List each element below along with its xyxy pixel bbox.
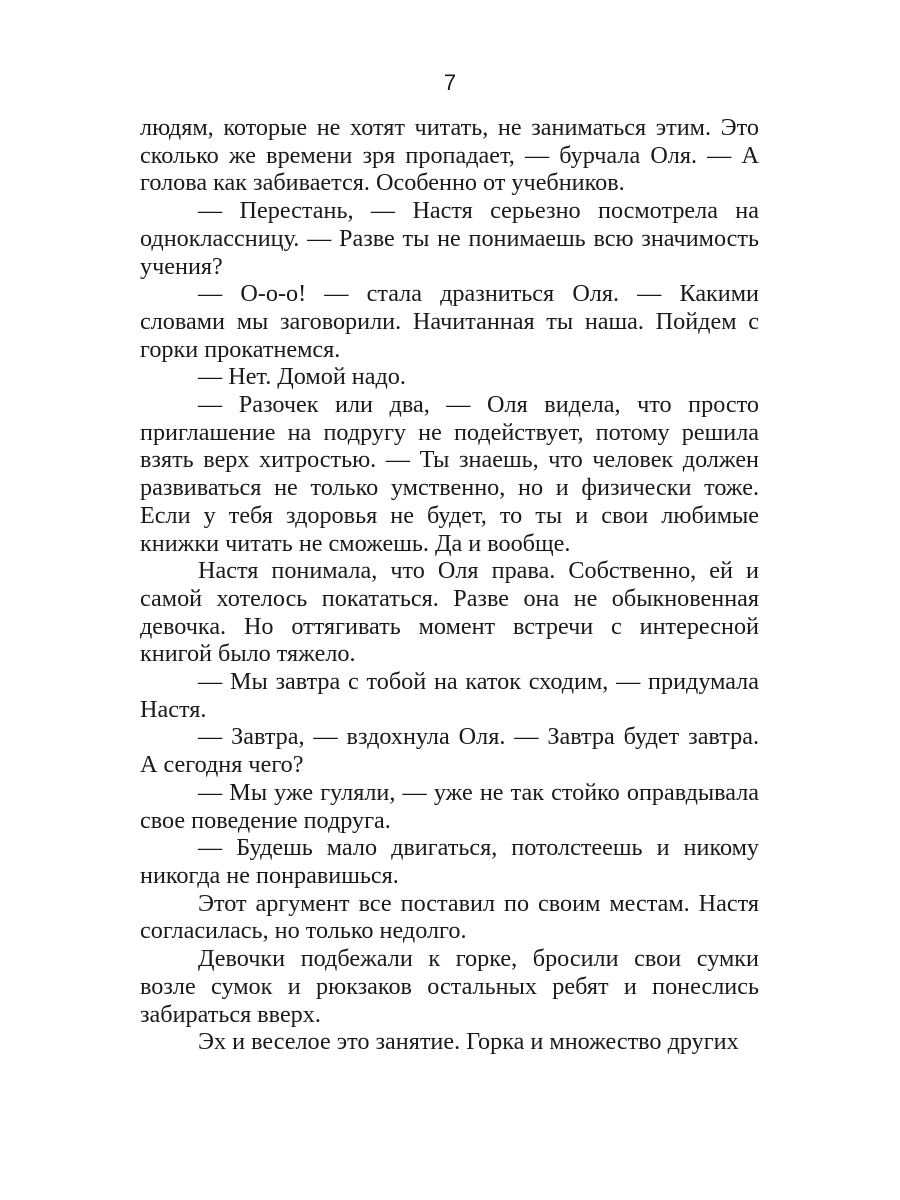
paragraph: — Завтра, — вздохнула Оля. — Завтра будет завтра. А сегодня чего? xyxy=(140,723,759,779)
paragraph: — Нет. Домой надо. xyxy=(198,363,406,391)
page-number: 7 xyxy=(443,70,457,95)
paragraph: — Перестань, — Настя серьезно посмотрела на одноклассницу. — Разве ты не понимаешь всю значимость учения? xyxy=(140,197,759,280)
paragraph: — Мы завтра с тобой на каток сходим, — придумала Настя. xyxy=(140,668,759,723)
paragraph: Девочки подбежали к горке, бросили свои сумки возле сумок и рюкзаков остальных ребят и понеслись забираться вверх. xyxy=(140,945,759,1028)
paragraph-last: Эх и веселое это занятие. Горка и множество других xyxy=(198,1028,739,1056)
page-body xyxy=(140,114,759,1056)
paragraph: — Будешь мало двигаться, потолстеешь и никому никогда не понравишься. xyxy=(140,834,759,889)
paragraph: Этот аргумент все поставил по своим местам. Настя согласилась, но только недолго. xyxy=(140,889,759,945)
paragraph: — О-о-о! — стала дразниться Оля. — Какими словами мы заговорили. Начитанная ты наша. Пойдем с горки прокатнемся. xyxy=(140,280,759,363)
paragraph: людям, которые не хотят читать, не заниматься этим. Это сколько же времени зря пропадает, — бурчала Оля. — А голова как забивается. Особенно от учебников. xyxy=(140,114,759,197)
paragraph: Настя понимала, что Оля права. Собственно, ей и самой хотелось покататься. Разве она не обыкновенная девочка. Но оттягивать момент встречи с интересной книгой было тяжело. xyxy=(140,557,759,668)
paragraph: — Мы уже гуляли, — уже не так стойко оправдывала свое поведение подруга. xyxy=(140,778,759,834)
paragraph: — Разочек или два, — Оля видела, что просто приглашение на подругу не подействует, потому решила взять верх хитростью. — Ты знаешь, что человек должен развиваться не только умственно, но и физически тоже. Если у тебя здоровья не будет, то ты и свои любимые книжки читать не сможешь. Да и вообще. xyxy=(140,391,759,557)
